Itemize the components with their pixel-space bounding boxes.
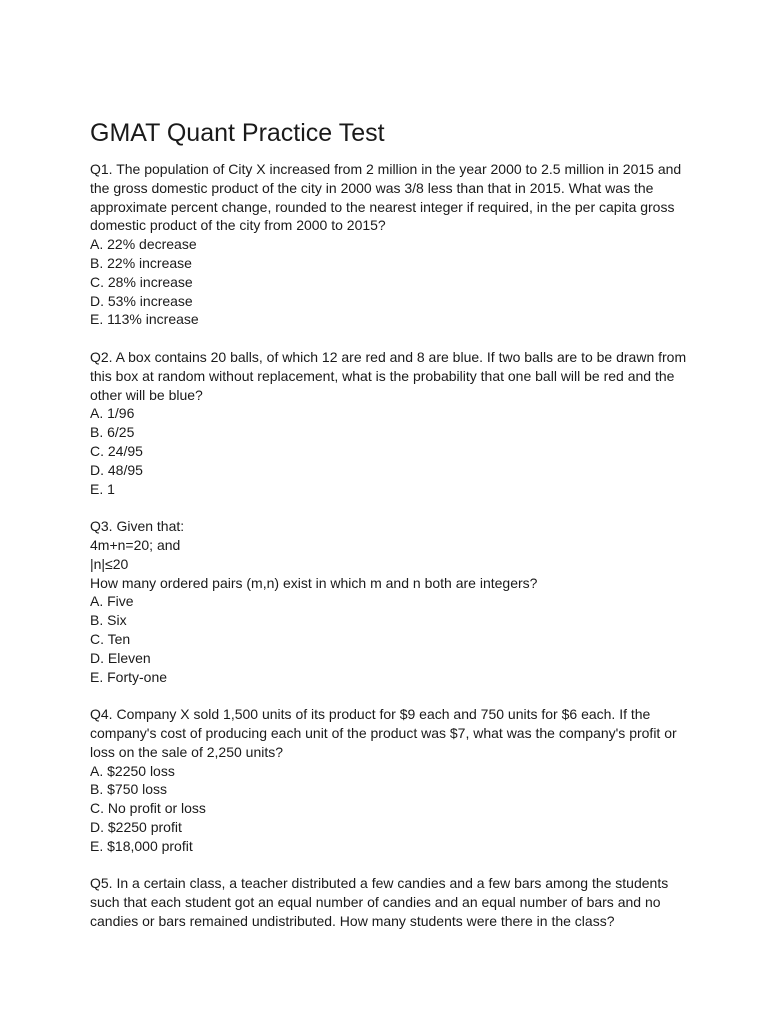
answer-option: A. Five [90, 593, 134, 610]
answer-option: E. 113% increase [90, 311, 199, 328]
document-page [90, 116, 690, 931]
answer-option: C. 24/95 [90, 442, 143, 459]
answer-option: B. 6/25 [90, 424, 135, 441]
answer-option: D. 53% increase [90, 292, 193, 309]
answer-option: E. 1 [90, 480, 115, 497]
question-text: Q5. In a certain class, a teacher distributed a few candies and a few bars among the students such that each student got an equal number of candies and an equal number of bars and no candies or bars remained undistributed. How many students were there in the class? [90, 875, 669, 929]
answer-option: D. 48/95 [90, 461, 143, 478]
answer-option: C. Ten [90, 630, 131, 647]
question-text: Q2. A box contains 20 balls, of which 12 are red and 8 are blue. If two balls are to be drawn from this box at random without replacement, what is the probability that one ball will be red and the other will be blue? [90, 348, 687, 403]
answer-option: A. $2250 loss [90, 762, 175, 779]
question-1 [90, 160, 690, 329]
answer-option: D. $2250 profit [90, 818, 182, 835]
question-3 [90, 517, 690, 686]
spacer [90, 686, 690, 705]
answer-options [90, 404, 690, 498]
question-text: Q1. The population of City X increased from 2 million in the year 2000 to 2.5 million in 2015 and the gross domestic product of the city in 2000 was 3/8 less than that in 2015. What was the approximate percent change, rounded to the nearest integer if required, in the per capita gross domestic product of the city from 2000 to 2015? [90, 161, 682, 234]
spacer [90, 498, 690, 517]
answer-options [90, 592, 690, 686]
answer-options [90, 762, 690, 856]
answer-option: B. Six [90, 612, 127, 629]
question-line: How many ordered pairs (m,n) exist in which m and n both are integers? [90, 574, 538, 591]
answer-option: B. $750 loss [90, 781, 168, 798]
question-line: 4m+n=20; and [90, 536, 181, 553]
answer-option: E. Forty-one [90, 668, 168, 685]
page-title: GMAT Quant Practice Test [90, 119, 385, 147]
question-4 [90, 705, 690, 855]
spacer [90, 329, 690, 348]
answer-option: B. 22% increase [90, 254, 192, 271]
answer-option: A. 22% decrease [90, 236, 197, 253]
question-line: |n|≤20 [90, 555, 129, 572]
spacer [90, 855, 690, 874]
question-5 [90, 874, 690, 930]
answer-option: C. 28% increase [90, 273, 193, 290]
answer-options [90, 235, 690, 329]
answer-option: D. Eleven [90, 649, 151, 666]
answer-option: C. No profit or loss [90, 800, 206, 817]
question-2 [90, 348, 690, 498]
answer-option: E. $18,000 profit [90, 837, 193, 854]
answer-option: A. 1/96 [90, 405, 135, 422]
question-text: Q3. Given that: [90, 518, 185, 535]
question-text: Q4. Company X sold 1,500 units of its product for $9 each and 750 units for $6 each. If the company's cost of producing each unit of the product was $7, what was the company's profit or loss on the sale of 2,250 units? [90, 706, 677, 760]
